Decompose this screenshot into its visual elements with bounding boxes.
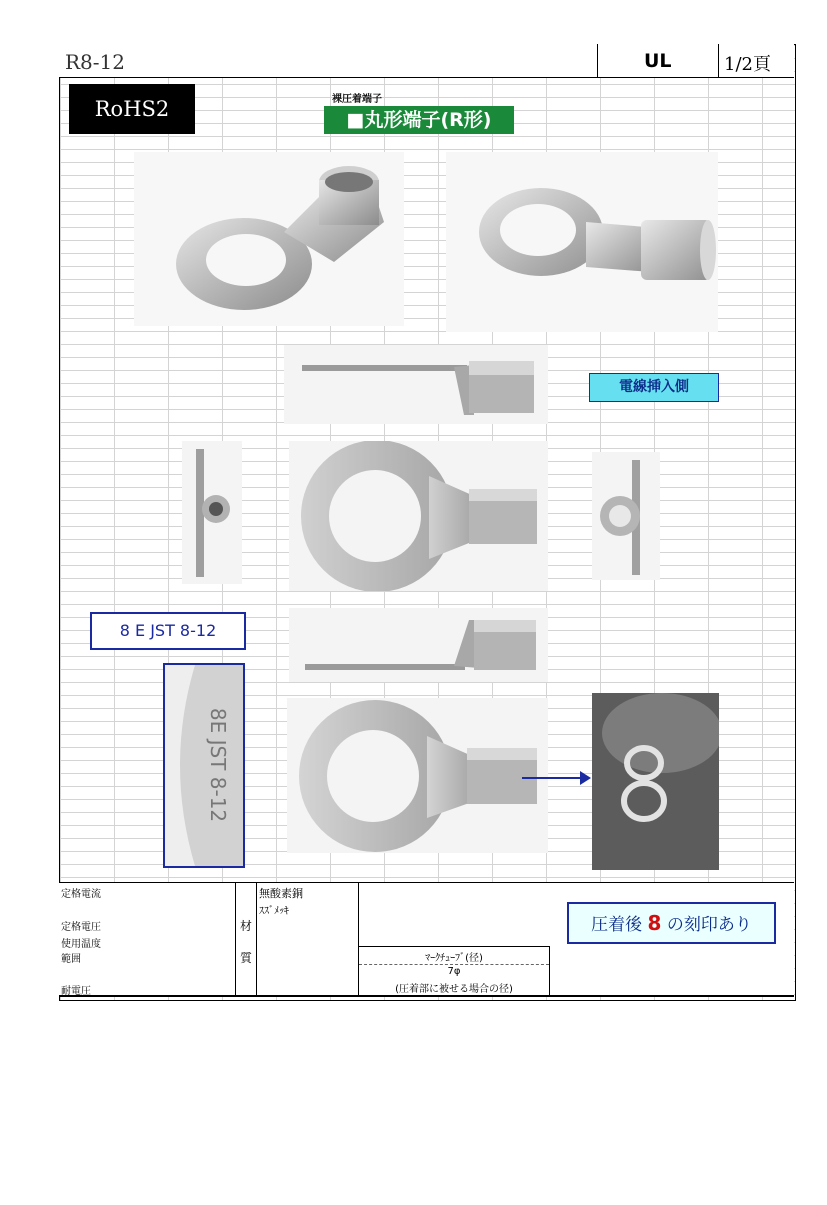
material-label-1: 材 (240, 919, 253, 933)
crimp-mark-closeup-photo (592, 693, 719, 870)
svg-text:8E JST 8-12: 8E JST 8-12 (206, 707, 230, 823)
crimp-note-number: 8 (647, 911, 662, 935)
mark-tube-value: 7φ (359, 964, 549, 977)
marking-label-text: 8 E JST 8-12 (119, 621, 217, 640)
terminal-photo-top-view (289, 441, 548, 591)
withstand-voltage-label: 耐電圧 (61, 986, 91, 997)
mark-tube-label: ﾏｰｸﾁｭｰﾌﾞ(径) (425, 953, 483, 964)
material-value: 無酸素銅 (259, 887, 303, 900)
mark-tube-box (358, 946, 550, 996)
engraving-closeup-photo (163, 663, 245, 868)
standard-cell (597, 44, 719, 77)
terminal-photo-marked (287, 698, 548, 853)
wire-insertion-side-label (589, 373, 719, 402)
standard-label: UL (644, 50, 672, 72)
rated-current-label: 定格電流 (61, 889, 101, 900)
terminal-photo-barrel-end (592, 452, 660, 580)
page-number: 1/2頁 (724, 54, 771, 75)
material-label-2: 質 (240, 951, 253, 965)
crimp-marking-note (567, 902, 776, 944)
temperature-label-1: 使用温度 (61, 939, 101, 950)
marking-label-box (90, 612, 246, 650)
terminal-photo-side-view-2 (289, 608, 548, 682)
plating-value: ｽｽﾞﾒｯｷ (259, 906, 289, 917)
mark-tube-note: (圧着部に被せる場合の径) (395, 984, 513, 995)
pointer-arrow-line (522, 777, 584, 779)
rated-voltage-label: 定格電圧 (61, 922, 101, 933)
part-code: R8-12 (65, 50, 125, 74)
crimp-note-prefix: 圧着後 (591, 915, 643, 935)
terminal-photo-top-left (134, 152, 404, 326)
arrow-right-icon (580, 771, 591, 785)
rohs-badge: RoHS2 (69, 84, 195, 134)
category-subtitle: 裸圧着端子 (332, 94, 382, 105)
temperature-label-2: 範囲 (61, 954, 81, 965)
terminal-photo-top-right (446, 152, 718, 332)
wire-insertion-side-text: 電線挿入側 (619, 379, 689, 395)
terminal-photo-ring-edge (182, 441, 242, 584)
header-bar (59, 44, 794, 78)
terminal-photo-side-view (284, 345, 548, 424)
crimp-note-suffix: の刻印あり (666, 915, 752, 935)
category-title: ■丸形端子(R形) (324, 106, 514, 134)
